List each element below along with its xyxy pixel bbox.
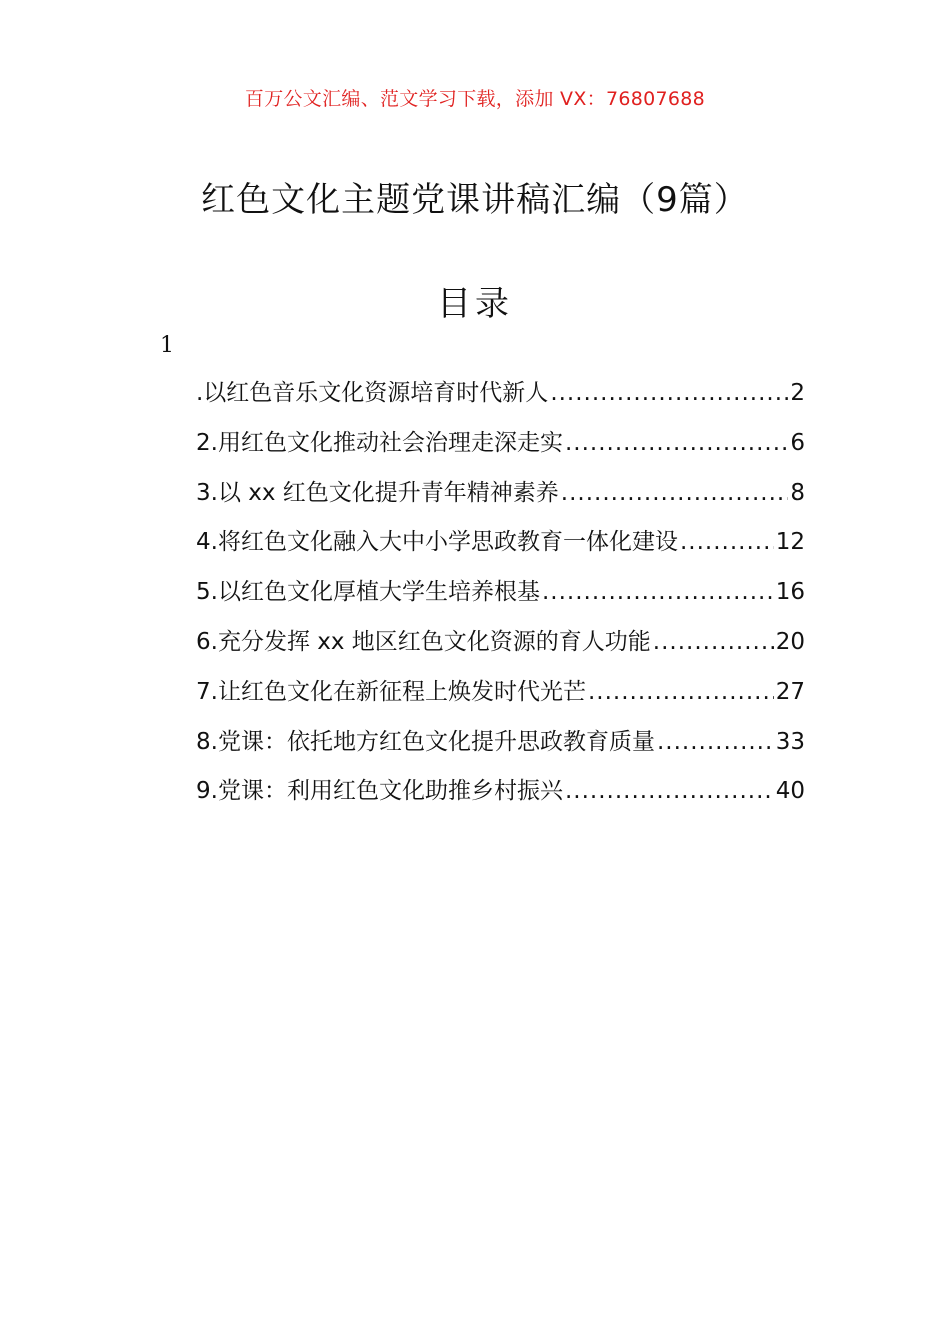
toc-dot-leader — [550, 380, 788, 406]
stray-number: 1 — [160, 333, 174, 358]
toc-entry-label: 7.让红色文化在新征程上焕发时代光芒 — [196, 678, 586, 705]
toc-entry[interactable] — [196, 523, 805, 573]
toc-entry-label: 5.以红色文化厚植大学生培养根基 — [196, 579, 540, 606]
toc-entry-page: 33 — [775, 728, 805, 755]
toc-entry[interactable] — [196, 374, 805, 424]
toc-entry-label: 6.充分发挥 xx 地区红色文化资源的育人功能 — [196, 628, 651, 655]
toc-entry-page: 16 — [775, 579, 805, 606]
toc-dot-leader — [680, 529, 774, 555]
toc-heading: 目录 — [437, 284, 513, 324]
toc-entry-page: 27 — [775, 678, 805, 705]
toc-entry-label: 2.用红色文化推动社会治理走深走实 — [196, 429, 563, 456]
toc-dot-leader — [565, 778, 774, 804]
toc-entry[interactable] — [196, 474, 805, 524]
toc-dot-leader — [653, 629, 774, 655]
toc-entry-label: 9.党课：利用红色文化助推乡村振兴 — [196, 778, 563, 805]
toc-dot-leader — [561, 480, 789, 506]
toc-entry[interactable] — [196, 723, 805, 773]
toc-entry[interactable] — [196, 573, 805, 623]
toc-dot-leader — [565, 430, 788, 456]
toc-entry-label: 8.党课：依托地方红色文化提升思政教育质量 — [196, 728, 655, 755]
toc-dot-leader — [542, 579, 774, 605]
toc-entry-page: 20 — [775, 628, 805, 655]
toc-entry-page: 2 — [790, 380, 805, 406]
toc-entry[interactable] — [196, 424, 805, 474]
header-note: 百万公文汇编、范文学习下载，添加 VX：76807688 — [244, 88, 706, 110]
document-title: 红色文化主题党课讲稿汇编（9篇） — [201, 180, 749, 220]
toc-dot-leader — [657, 729, 774, 755]
toc-entry-page: 40 — [775, 778, 805, 805]
toc-entry-page: 8 — [790, 479, 805, 506]
toc-entry-page: 12 — [775, 529, 805, 556]
toc-entry-label: .以红色音乐文化资源培育时代新人 — [196, 380, 549, 406]
toc-entry-page: 6 — [790, 429, 805, 456]
table-of-contents — [196, 374, 805, 822]
toc-dot-leader — [588, 679, 774, 705]
toc-entry[interactable] — [196, 673, 805, 723]
toc-entry-label: 3.以 xx 红色文化提升青年精神素养 — [196, 479, 559, 506]
toc-entry[interactable] — [196, 772, 805, 822]
toc-entry[interactable] — [196, 623, 805, 673]
toc-entry-label: 4.将红色文化融入大中小学思政教育一体化建设 — [196, 529, 678, 556]
